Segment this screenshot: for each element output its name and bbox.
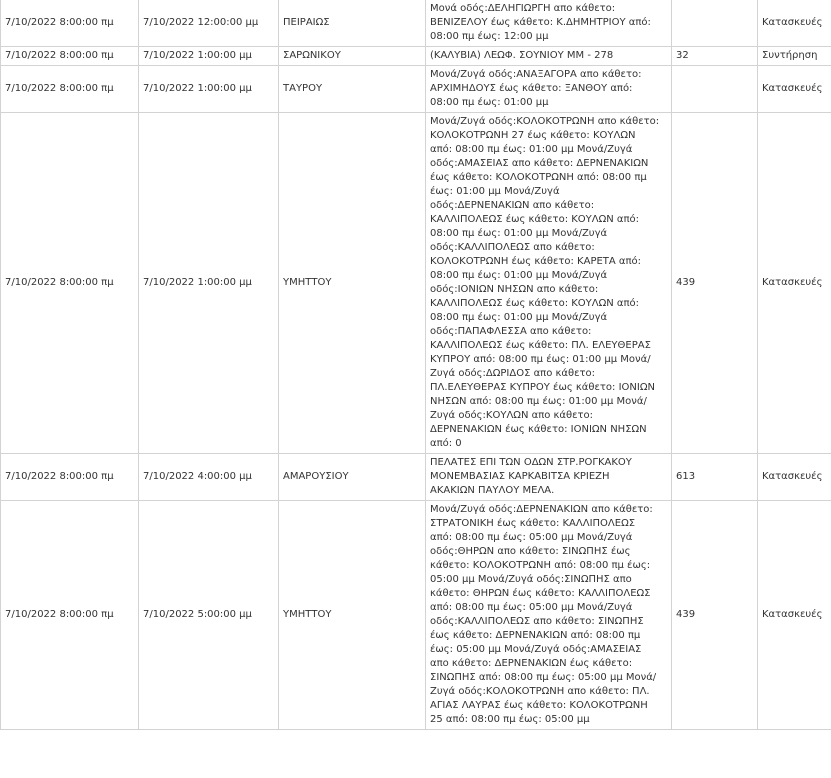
description-line: οδός:ΔΕΡΝΕΝΑΚΙΩΝ απο κάθετο: (430, 200, 595, 211)
work-type-cell: Κατασκευές (758, 501, 831, 730)
table-row (1, 501, 831, 730)
work-type-cell: Κατασκευές (758, 66, 831, 113)
description-line: οδός:ΚΑΛΛΙΠΟΛΕΩΣ απο κάθετο: ΣΙΝΩΠΗΣ (430, 616, 644, 627)
outage-table-body (1, 0, 831, 730)
description-line: οδός:ΙΟΝΙΩΝ ΝΗΣΩΝ απο κάθετο: (430, 284, 599, 295)
description-line: έως: 05:00 μμ Μονά/Ζυγά οδός:ΑΜΑΣΕΙΑΣ (430, 644, 642, 655)
number-cell (672, 0, 758, 47)
table-row (1, 66, 831, 113)
description-line: ΣΙΝΩΠΗΣ από: 08:00 πμ έως: 05:00 μμ Μονά/ (430, 672, 657, 683)
description-line: ΔΕΡΝΕΝΑΚΙΩΝ έως κάθετο: ΙΟΝΙΩΝ ΝΗΣΩΝ (430, 424, 647, 435)
description-line: Μονά/Ζυγά οδός:ΑΝΑΞΑΓΟΡΑ απο κάθετο: (430, 69, 642, 80)
area-cell: ΑΜΑΡΟΥΣΙΟΥ (279, 454, 426, 501)
description-line: Μονά οδός:ΔΕΛΗΓΙΩΡΓΗ απο κάθετο: (430, 3, 616, 14)
description-cell (426, 47, 672, 66)
description-line: ΜΟΝΕΜΒΑΣΙΑΣ ΚΑΡΚΑΒΙΤΣΑ ΚΡΙΕΖΗ (430, 471, 610, 482)
description-line: ΚΑΛΛΙΠΟΛΕΩΣ έως κάθετο: ΚΟΥΛΩΝ από: (430, 298, 640, 309)
area-cell: ΤΑΥΡΟΥ (279, 66, 426, 113)
description-line: ΑΡΧΙΜΗΔΟΥΣ έως κάθετο: ΞΑΝΘΟΥ από: (430, 83, 633, 94)
description-line: οδός:ΑΜΑΣΕΙΑΣ απο κάθετο: ΔΕΡΝΕΝΑΚΙΩΝ (430, 158, 649, 169)
area-cell: ΥΜΗΤΤΟΥ (279, 113, 426, 454)
description-line: ΠΛ.ΕΛΕΥΘΕΡΑΣ ΚΥΠΡΟΥ έως κάθετο: ΙΟΝΙΩΝ (430, 382, 655, 393)
end-time-cell: 7/10/2022 5:00:00 μμ (139, 501, 279, 730)
description-line: από: 08:00 πμ έως: 01:00 μμ Μονά/Ζυγά (430, 144, 633, 155)
area-cell: ΠΕΙΡΑΙΩΣ (279, 0, 426, 47)
description-line: από: 08:00 πμ έως: 05:00 μμ Μονά/Ζυγά (430, 602, 633, 613)
table-row (1, 113, 831, 454)
description-line: έως κάθετο: ΚΟΛΟΚΟΤΡΩΝΗ από: 08:00 πμ (430, 172, 647, 183)
description-cell (426, 66, 672, 113)
end-time-cell: 7/10/2022 1:00:00 μμ (139, 113, 279, 454)
description-line: ΚΥΠΡΟΥ από: 08:00 πμ έως: 01:00 μμ Μονά/ (430, 354, 651, 365)
description-line: κάθετο: ΘΗΡΩΝ έως κάθετο: ΚΑΛΛΙΠΟΛΕΩΣ (430, 588, 651, 599)
description-line: 05:00 μμ Μονά/Ζυγά οδός:ΣΙΝΩΠΗΣ απο (430, 574, 632, 585)
work-type-cell: Κατασκευές (758, 454, 831, 501)
description-line: ΣΤΡΑΤΟΝΙΚΗ έως κάθετο: ΚΑΛΛΙΠΟΛΕΩΣ (430, 518, 636, 529)
description-line: έως κάθετο: ΔΕΡΝΕΝΑΚΙΩΝ από: 08:00 πμ (430, 630, 641, 641)
description-line: Μονά/Ζυγά οδός:ΚΟΛΟΚΟΤΡΩΝΗ απο κάθετο: (430, 116, 660, 127)
description-line: απο κάθετο: ΔΕΡΝΕΝΑΚΙΩΝ έως κάθετο: (430, 658, 633, 669)
number-cell (672, 66, 758, 113)
area-cell: ΥΜΗΤΤΟΥ (279, 501, 426, 730)
description-cell (426, 113, 672, 454)
work-type-cell: Κατασκευές (758, 113, 831, 454)
description-line: 08:00 πμ έως: 01:00 μμ Μονά/Ζυγά (430, 228, 608, 239)
description-line: (ΚΑΛΥΒΙΑ) ΛΕΩΦ. ΣΟΥΝΙΟΥ ΜΜ - 278 (430, 50, 614, 61)
end-time-cell: 7/10/2022 12:00:00 μμ (139, 0, 279, 47)
number-cell: 439 (672, 113, 758, 454)
work-type-cell: Συντήρηση (758, 47, 831, 66)
description-line: από: 0 (430, 438, 462, 449)
description-line: ΑΚΑΚΙΩΝ ΠΑΥΛΟΥ ΜΕΛΑ. (430, 485, 555, 496)
description-line: ΚΑΛΛΙΠΟΛΕΩΣ έως κάθετο: ΠΛ. ΕΛΕΥΘΕΡΑΣ (430, 340, 651, 351)
start-time-cell: 7/10/2022 8:00:00 πμ (1, 454, 139, 501)
start-time-cell: 7/10/2022 8:00:00 πμ (1, 66, 139, 113)
description-line: ΚΟΛΟΚΟΤΡΩΝΗ 27 έως κάθετο: ΚΟΥΛΩΝ (430, 130, 636, 141)
description-cell (426, 454, 672, 501)
description-line: ΑΓΙΑΣ ΛΑΥΡΑΣ έως κάθετο: ΚΟΛΟΚΟΤΡΩΝΗ (430, 700, 648, 711)
number-cell: 613 (672, 454, 758, 501)
description-line: 08:00 πμ έως: 01:00 μμ Μονά/Ζυγά (430, 312, 608, 323)
start-time-cell: 7/10/2022 8:00:00 πμ (1, 47, 139, 66)
description-line: ΠΕΛΑΤΕΣ ΕΠΙ ΤΩΝ ΟΔΩΝ ΣΤΡ.ΡΟΓΚΑΚΟΥ (430, 457, 632, 468)
area-cell: ΣΑΡΩΝΙΚΟΥ (279, 47, 426, 66)
description-cell (426, 0, 672, 47)
description-line: 08:00 πμ έως: 12:00 μμ (430, 31, 549, 42)
description-cell (426, 501, 672, 730)
description-line: 25 από: 08:00 πμ έως: 05:00 μμ (430, 714, 590, 725)
end-time-cell: 7/10/2022 1:00:00 μμ (139, 66, 279, 113)
description-line: από: 08:00 πμ έως: 05:00 μμ Μονά/Ζυγά (430, 532, 633, 543)
description-line: Ζυγά οδός:ΔΩΡΙΔΟΣ απο κάθετο: (430, 368, 596, 379)
description-line: Μονά/Ζυγά οδός:ΔΕΡΝΕΝΑΚΙΩΝ απο κάθετο: (430, 504, 653, 515)
description-line: Ζυγά οδός:ΚΟΛΟΚΟΤΡΩΝΗ απο κάθετο: ΠΛ. (430, 686, 650, 697)
start-time-cell: 7/10/2022 8:00:00 πμ (1, 113, 139, 454)
number-cell: 439 (672, 501, 758, 730)
description-line: οδός:ΚΑΛΛΙΠΟΛΕΩΣ απο κάθετο: (430, 242, 595, 253)
description-line: κάθετο: ΚΟΛΟΚΟΤΡΩΝΗ από: 08:00 πμ έως: (430, 560, 651, 571)
table-row (1, 0, 831, 47)
number-cell: 32 (672, 47, 758, 66)
description-line: οδός:ΠΑΠΑΦΛΕΣΣΑ απο κάθετο: (430, 326, 592, 337)
description-line: 08:00 πμ έως: 01:00 μμ Μονά/Ζυγά (430, 270, 608, 281)
description-line: Ζυγά οδός:ΚΟΥΛΩΝ απο κάθετο: (430, 410, 594, 421)
work-type-cell: Κατασκευές (758, 0, 831, 47)
description-line: ΒΕΝΙΖΕΛΟΥ έως κάθετο: Κ.ΔΗΜΗΤΡΙΟΥ από: (430, 17, 651, 28)
table-row (1, 47, 831, 66)
description-line: οδός:ΘΗΡΩΝ απο κάθετο: ΣΙΝΩΠΗΣ έως (430, 546, 631, 557)
description-line: ΝΗΣΩΝ από: 08:00 πμ έως: 01:00 μμ Μονά/ (430, 396, 647, 407)
table-row (1, 454, 831, 501)
start-time-cell: 7/10/2022 8:00:00 πμ (1, 501, 139, 730)
end-time-cell: 7/10/2022 1:00:00 μμ (139, 47, 279, 66)
end-time-cell: 7/10/2022 4:00:00 μμ (139, 454, 279, 501)
description-line: έως: 01:00 μμ Μονά/Ζυγά (430, 186, 560, 197)
description-line: 08:00 πμ έως: 01:00 μμ (430, 97, 549, 108)
description-line: ΚΟΛΟΚΟΤΡΩΝΗ έως κάθετο: ΚΑΡΕΤΑ από: (430, 256, 642, 267)
start-time-cell: 7/10/2022 8:00:00 πμ (1, 0, 139, 47)
description-line: ΚΑΛΛΙΠΟΛΕΩΣ έως κάθετο: ΚΟΥΛΩΝ από: (430, 214, 640, 225)
